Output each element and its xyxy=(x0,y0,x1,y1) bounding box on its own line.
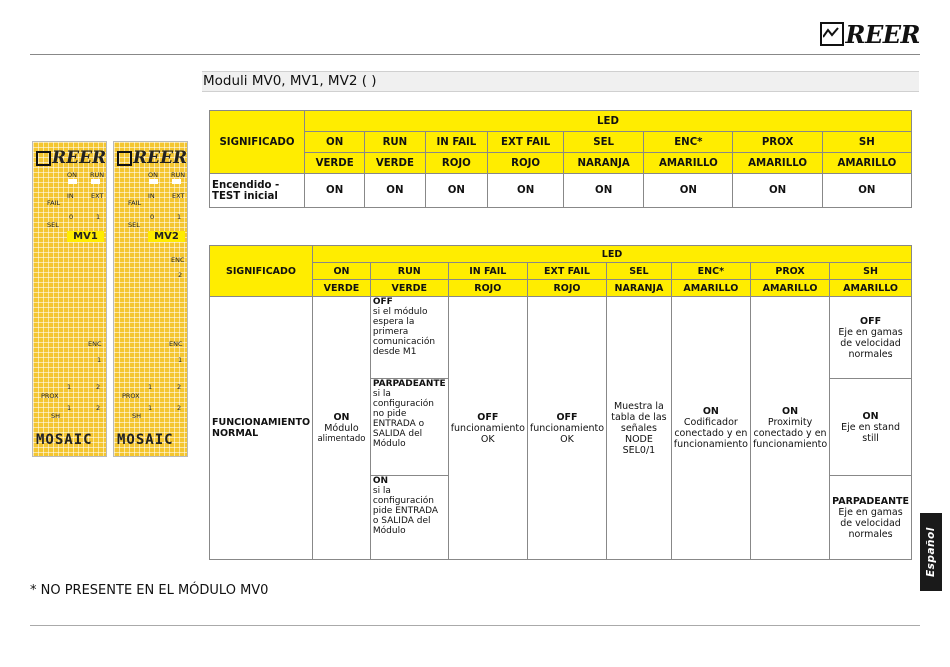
label-1: 1 xyxy=(177,213,182,221)
cell-sel xyxy=(607,297,672,560)
label-2: 2 xyxy=(177,404,182,412)
header-divider xyxy=(30,54,920,55)
led-table-normal xyxy=(209,245,912,560)
label-1: 1 xyxy=(178,356,183,364)
label-1: 1 xyxy=(67,383,72,391)
header-significado: SIGNIFICADO xyxy=(210,246,313,297)
state: PARPADEANTE xyxy=(372,379,446,389)
language-tab: Español xyxy=(920,513,942,591)
state: OFF xyxy=(372,297,393,307)
desc: si la configuración pide ENTRADA o SALIDA del Módulo xyxy=(372,486,439,536)
color-sel: NARANJA xyxy=(607,280,672,297)
color-ext-fail: ROJO xyxy=(488,153,564,174)
label-0: 0 xyxy=(69,213,74,221)
col-on: ON xyxy=(313,263,371,280)
led-run xyxy=(172,179,181,184)
cell-sh-on xyxy=(830,379,912,476)
label-run: RUN xyxy=(90,171,105,179)
label-prox: PROX xyxy=(41,392,59,400)
module-footer-logo: MOSAIC xyxy=(117,432,174,448)
col-in-fail: IN FAIL xyxy=(425,132,488,153)
color-run: VERDE xyxy=(365,153,425,174)
col-enc: ENC* xyxy=(644,132,733,153)
col-ext-fail: EXT FAIL xyxy=(527,263,606,280)
module-mv1-illustration xyxy=(32,141,107,457)
reer-logo-icon xyxy=(117,151,132,166)
col-run: RUN xyxy=(370,263,448,280)
led-on xyxy=(149,179,158,184)
label-ext: EXT xyxy=(91,192,104,200)
header-led: LED xyxy=(313,246,912,263)
cell-sh-off xyxy=(830,297,912,379)
label-ext: EXT xyxy=(172,192,185,200)
desc: Eje en gamas de velocidad normales xyxy=(838,326,903,360)
label-enc: ENC xyxy=(88,340,102,348)
cell-value: ON xyxy=(644,174,733,208)
col-run: RUN xyxy=(365,132,425,153)
module-logo xyxy=(117,148,187,168)
color-prox: AMARILLO xyxy=(733,153,822,174)
cell-on xyxy=(313,297,371,560)
label-fail: FAIL xyxy=(47,199,61,207)
module-mv2-illustration xyxy=(113,141,188,457)
col-prox: PROX xyxy=(733,132,822,153)
col-sel: SEL xyxy=(564,132,644,153)
cell-value: ON xyxy=(733,174,822,208)
label-2: 2 xyxy=(178,271,183,279)
label-2: 2 xyxy=(96,404,101,412)
footnote: * NO PRESENTE EN EL MÓDULO MV0 xyxy=(30,583,269,598)
desc: Eje en stand still xyxy=(841,421,901,444)
label-1: 1 xyxy=(148,404,153,412)
label-1: 1 xyxy=(148,383,153,391)
color-sh: AMARILLO xyxy=(830,280,912,297)
label-enc: ENC xyxy=(171,256,185,264)
desc: Codificador conectado y en funcionamiento xyxy=(673,417,748,450)
module-brand: REER xyxy=(133,148,188,168)
header-led: LED xyxy=(305,111,912,132)
led-on xyxy=(68,179,77,184)
label-on: ON xyxy=(67,171,77,179)
desc: Eje en gamas de velocidad normales xyxy=(838,506,903,540)
color-on: VERDE xyxy=(305,153,365,174)
state: PARPADEANTE xyxy=(832,495,909,507)
label-prox: PROX xyxy=(122,392,140,400)
module-footer-logo: MOSAIC xyxy=(36,432,93,448)
module-name: MV2 xyxy=(148,231,185,242)
col-on: ON xyxy=(305,132,365,153)
reer-logo xyxy=(820,20,920,48)
desc: si el módulo espera la primera comunicación desde M1 xyxy=(372,307,436,357)
desc: Proximity conectado y en funcionamiento xyxy=(752,417,828,450)
color-in-fail: ROJO xyxy=(448,280,527,297)
state: ON xyxy=(782,406,799,417)
cell-run-on xyxy=(370,476,448,560)
label-sel: SEL xyxy=(47,221,59,229)
label-on: ON xyxy=(148,171,158,179)
state: OFF xyxy=(477,411,499,423)
cell-prox xyxy=(750,297,829,560)
desc: Muestra la tabla de las señales NODE SEL0/1 xyxy=(611,400,667,456)
color-sh: AMARILLO xyxy=(822,153,911,174)
module-brand: REER xyxy=(52,148,107,168)
color-sel: NARANJA xyxy=(564,153,644,174)
section-title: Moduli MV0, MV1, MV2 ( ) xyxy=(202,71,919,92)
module-logo xyxy=(36,148,106,168)
color-run: VERDE xyxy=(370,280,448,297)
reer-logo-icon xyxy=(820,22,844,46)
cell-in-fail xyxy=(448,297,527,560)
footer-divider xyxy=(30,625,920,626)
row-label-startup: Encendido - TEST inicial xyxy=(210,174,305,208)
cell-value: ON xyxy=(822,174,911,208)
col-sh: SH xyxy=(822,132,911,153)
color-prox: AMARILLO xyxy=(750,280,829,297)
brand-name: REER xyxy=(845,19,920,49)
label-1: 1 xyxy=(67,404,72,412)
state: ON xyxy=(862,410,879,422)
label-sh: SH xyxy=(132,412,142,420)
label-enc: ENC xyxy=(169,340,183,348)
label-2: 2 xyxy=(177,383,182,391)
label-in: IN xyxy=(67,192,74,200)
color-in-fail: ROJO xyxy=(425,153,488,174)
cell-value: ON xyxy=(425,174,488,208)
state: ON xyxy=(702,406,719,417)
label-1: 1 xyxy=(96,213,101,221)
label-0: 0 xyxy=(150,213,155,221)
header-significado: SIGNIFICADO xyxy=(210,111,305,174)
col-ext-fail: EXT FAIL xyxy=(488,132,564,153)
color-enc: AMARILLO xyxy=(644,153,733,174)
led-run xyxy=(91,179,100,184)
col-prox: PROX xyxy=(750,263,829,280)
cell-sh-blink xyxy=(830,476,912,560)
color-on: VERDE xyxy=(313,280,371,297)
row-label-normal: FUNCIONAMIENTO NORMAL xyxy=(210,297,313,560)
label-1: 1 xyxy=(97,356,102,364)
cell-value: ON xyxy=(564,174,644,208)
desc: funcionamiento OK xyxy=(529,422,605,445)
color-enc: AMARILLO xyxy=(671,280,750,297)
label-in: IN xyxy=(148,192,155,200)
cell-value: ON xyxy=(305,174,365,208)
cell-enc xyxy=(671,297,750,560)
label-sh: SH xyxy=(51,412,61,420)
desc-small: alimentado xyxy=(317,434,366,444)
reer-logo-icon xyxy=(36,151,51,166)
state: ON xyxy=(333,412,350,423)
cell-run-off xyxy=(370,297,448,379)
cell-value: ON xyxy=(365,174,425,208)
cell-run-blink xyxy=(370,379,448,476)
col-enc: ENC* xyxy=(671,263,750,280)
desc: si la configuración no pide ENTRADA o SALIDA del Módulo xyxy=(372,389,434,449)
desc: Módulo xyxy=(324,423,359,434)
cell-value: ON xyxy=(488,174,564,208)
led-table-startup xyxy=(209,110,912,208)
state: OFF xyxy=(860,315,882,327)
label-2: 2 xyxy=(96,383,101,391)
cell-ext-fail xyxy=(527,297,606,560)
label-sel: SEL xyxy=(128,221,140,229)
state: ON xyxy=(372,476,389,486)
col-sh: SH xyxy=(830,263,912,280)
col-in-fail: IN FAIL xyxy=(448,263,527,280)
label-fail: FAIL xyxy=(128,199,142,207)
state: OFF xyxy=(556,411,578,423)
module-name: MV1 xyxy=(67,231,104,242)
col-sel: SEL xyxy=(607,263,672,280)
color-ext-fail: ROJO xyxy=(527,280,606,297)
desc: funcionamiento OK xyxy=(450,422,525,445)
label-run: RUN xyxy=(171,171,186,179)
